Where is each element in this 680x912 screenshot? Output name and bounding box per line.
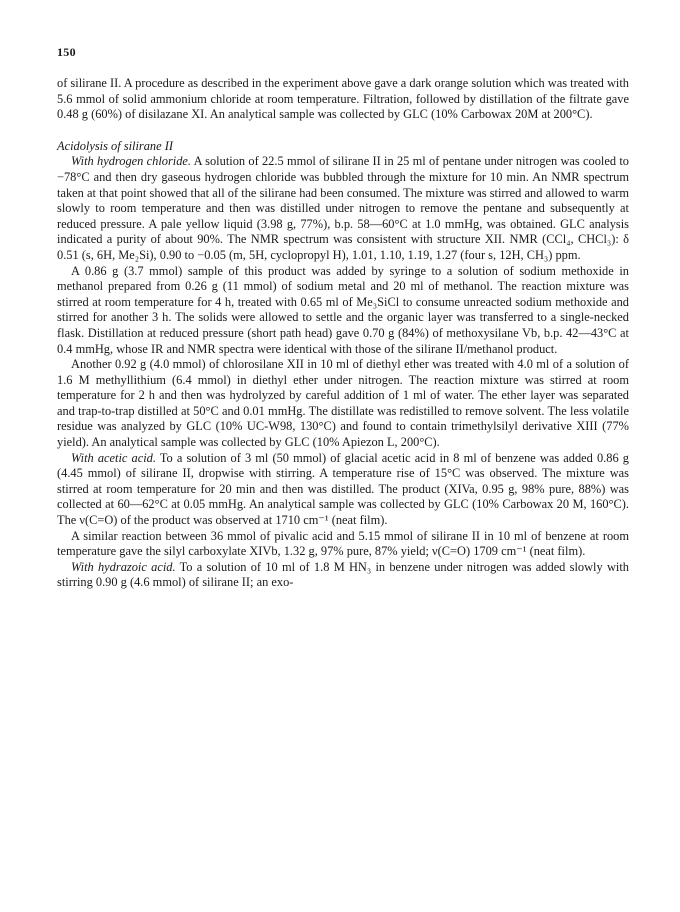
hydrazoic-paragraph-1 [57, 560, 629, 591]
hcl-paragraph-3: Another 0.92 g (4.0 mmol) of chlorosilane XII in 10 ml of diethyl ether was treated with 4.0 ml of a solution of 1.6 M methyllithium (6.4 mmol) in diethyl ether under nitrogen. The reaction mixture was stirred at room temperature for 2 h and then was hydrolyzed by careful addition of 1 ml of water. The ether layer was separated and trap-to-trap distilled at 50°C and 0.01 mmHg. The distillate was redistilled to remove solvent. The less volatile residue was analyzed by GLC (10% UC-W98, 130°C) and found to contain trimethylsilyl derivative XIII (77% yield). An analytical sample was collected by GLC (10% Apiezon L, 200°C). [57, 357, 629, 450]
hcl-paragraph-1 [57, 154, 629, 263]
acetic-paragraph-1-text: To a solution of 3 ml (50 mmol) of glacial acetic acid in 8 ml of benzene was added 0.86 g (4.45 mmol) of silirane II, dropwise with stirring. A temperature rise of 15°C was observed. The mixture was stirred at room temperature for 20 min and then was distilled. The product (XIVa, 0.95 g, 98% pure, 88%) was collected at 60—62°C at 0.05 mmHg. An analytical sample was collected by GLC (10% Carbowax 20 M, 160°C). The ν(C=O) of the product was observed at 1710 cm⁻¹ (neat film). [57, 450, 629, 528]
intro-paragraph: of silirane II. A procedure as described in the experiment above gave a dark orange solution which was treated with 5.6 mmol of solid ammonium chloride at room temperature. Filtration, followed by distillation of the filtrate gave 0.48 g (60%) of disilazane XI. An analytical sample was collected by GLC (10% Carbowax 20M at 200°C). [57, 76, 629, 122]
hcl-paragraph-2: A 0.86 g (3.7 mmol) sample of this product was added by syringe to a solution of sodium methoxide in methanol prepared from 0.26 g (11 mmol) of sodium metal and 20 ml of methanol. The reaction mixture was stirred at room temperature for 4 h, treated with 0.65 ml of Me₃SiCl to consume unreacted sodium methoxide and stirred for another 3 h. The solids were allowed to settle and the organic layer was transferred to a single-necked flask. Distillation at reduced pressure (short path head) gave 0.70 g (84%) of methoxysilane Vb, b.p. 42—43°C at 0.4 mmHg, whose IR and NMR spectra were identical with those of the silirane II/methanol product. [57, 263, 629, 356]
page-number: 150 [57, 45, 76, 59]
hcl-subheading: With hydrogen chloride. [71, 154, 192, 169]
hydrazoic-subheading: With hydrazoic acid. [71, 559, 176, 574]
hydrazoic-paragraph-1-text: To a solution of 10 ml of 1.8 M HN₃ in benzene under nitrogen was added slowly with stirring 0.90 g (4.6 mmol) of silirane II; an exo- [57, 559, 629, 590]
section-heading: Acidolysis of silirane II [57, 138, 173, 153]
acetic-paragraph-1 [57, 451, 629, 529]
acetic-paragraph-2: A similar reaction between 36 mmol of pivalic acid and 5.15 mmol of silirane II in 10 ml of benzene at room temperature gave the silyl carboxylate XIVb, 1.32 g, 97% pure, 87% yield; ν(C=O) 1709 cm⁻¹ (neat film). [57, 528, 629, 559]
acetic-subheading: With acetic acid. [71, 450, 156, 465]
hcl-paragraph-1-text: A solution of 22.5 mmol of silirane II in 25 ml of pentane under nitrogen was cooled to −78°C and then dry gaseous hydrogen chloride was bubbled through the mixture for 10 min. An NMR spectrum taken at that point showed that all of the silirane had been consumed. The mixture was stirred and allowed to warm slowly to room temperature and then was distilled under nitrogen to remove the pentane and subsequently at reduced pressure. A pale yellow liquid (3.98 g, 77%), b.p. 58—60°C at 1.0 mmHg, was obtained. GLC analysis indicated a purity of about 90%. The NMR spectrum was consistent with structure XII. NMR (CCl₄, CHCl₃): δ 0.51 (s, 6H, Me₂Si), 0.90 to −0.05 (m, 5H, cyclopropyl H), 1.01, 1.10, 1.19, 1.27 (four s, 12H, CH₃) ppm. [57, 154, 629, 262]
body-text [57, 76, 629, 591]
